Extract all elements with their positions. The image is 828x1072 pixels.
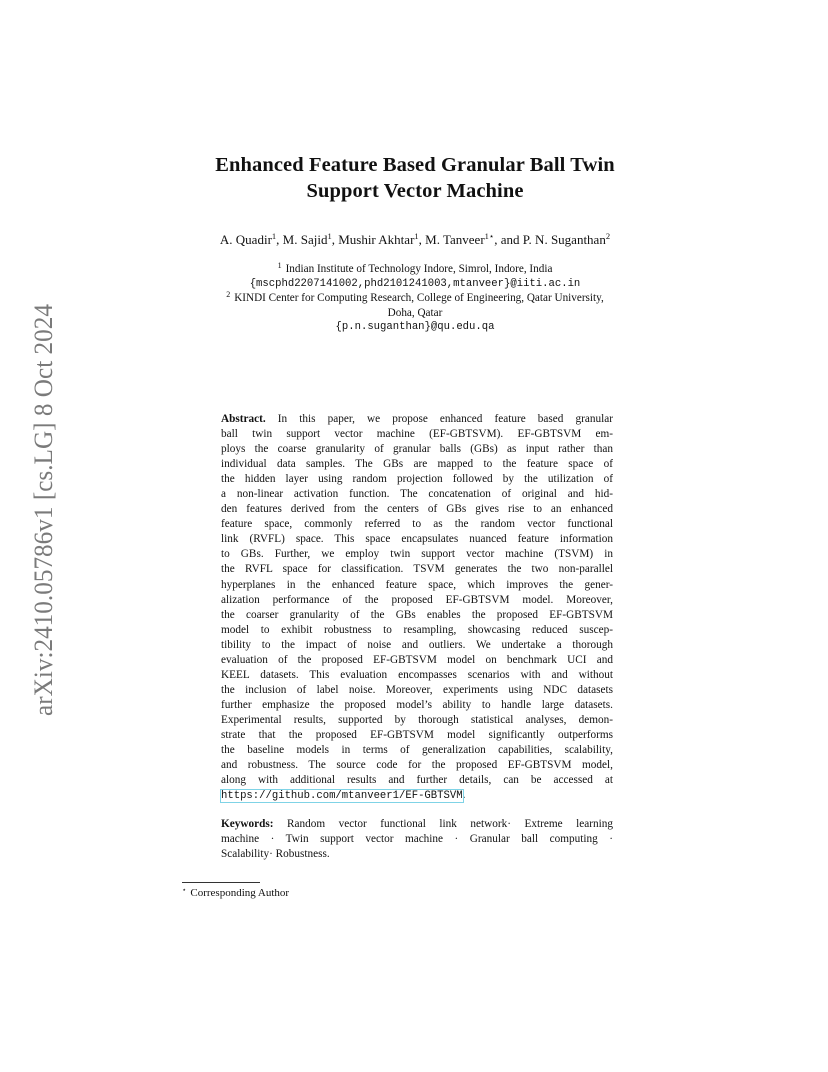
author-affil-mark: 1 [327,231,332,241]
abstract-line: along with additional results and further details, can be accessed at [221,774,613,787]
author-separator: , and [494,232,523,247]
abstract-line: the inclusion of label noise. Moreover, experiments using NDC datasets [221,683,613,696]
abstract-line: strate that the proposed EF-GBTSVM model significantly outperforms [221,728,613,741]
author-name: P. N. Suganthan [522,232,606,247]
author-affil-mark: 1 [414,231,419,241]
author-name: Mushir Akhtar [338,232,415,247]
author-affil-mark: 1⋆ [484,231,495,241]
arxiv-id-text: arXiv:2410.05786v1 [cs.LG] 8 Oct 2024 [28,300,58,716]
abstract-line: ball twin support vector machine (EF-GBTSVM). EF-GBTSVM em- [221,428,613,441]
keywords-line [221,817,613,832]
keywords [221,817,613,862]
affiliation-mark: 1 [277,261,282,270]
keywords-label: Keywords: [221,818,274,830]
paper-title [150,152,680,204]
footnote [182,886,289,900]
abstract-line: and robustness. The source code for the proposed EF-GBTSVM model, [221,759,613,772]
affiliation-2 [150,291,680,306]
abstract-line [221,788,613,803]
source-code-link[interactable]: https://github.com/mtanveer1/EF-GBTSVM [221,790,463,803]
author-separator: , [276,232,283,247]
title-line-1: Enhanced Feature Based Granular Ball Twin [215,154,615,176]
abstract-label: Abstract. [221,413,266,425]
affiliation-1-text: Indian Institute of Technology Indore, Simrol, Indore, India [285,263,553,275]
author-separator: , [331,232,339,247]
author-affil-mark: 2 [605,231,611,241]
abstract-line: feature space, commonly referred to as the random vector functional [221,518,613,531]
abstract-line: the hidden layer using random projection followed by the utilization of [221,473,613,486]
abstract-line: den features derived from the centers of GBs gives rise to an enhanced [221,503,613,516]
author-list [120,232,710,248]
affiliations [150,262,680,335]
abstract-line: hyperplanes in the enhanced feature space, which improves the gener- [221,578,613,591]
author-name: M. Sajid [282,232,328,247]
abstract-line: evaluation of the proposed EF-GBTSVM model on benchmark UCI and [221,653,613,666]
abstract [221,412,613,803]
author-affil-mark: 1 [271,231,277,241]
author-name: M. Tanveer [425,232,485,247]
affiliation-1 [150,262,680,277]
affiliation-2-text: KINDI Center for Computing Research, College of Engineering, Qatar University, [234,292,604,304]
abstract-line: the coarser granularity of the GBs enables the proposed EF-GBTSVM [221,608,613,621]
affiliation-mark: 2 [226,290,231,299]
title-line-2: Support Vector Machine [306,180,524,202]
abstract-line: link (RVFL) space. This space encapsulates nuanced feature information [221,533,613,546]
abstract-text: In this paper, we propose enhanced feature based granular [265,413,613,425]
abstract-end-period: . [462,789,466,802]
affiliation-2-email: {p.n.suganthan}@qu.edu.qa [335,321,495,333]
abstract-line: ploys the coarse granularity of granular balls (GBs) as input rather than [221,443,613,456]
affiliation-1-email: {mscphd2207141002,phd2101241003,mtanveer}@iiti.ac.in [249,277,581,290]
author-separator: , [418,232,426,247]
abstract-line: to GBs. Further, we employ twin support vector machine (TSVM) in [221,548,613,561]
keywords-line: Scalability· Robustness. [221,848,330,861]
abstract-line: the RVFL space for classification. TSVM generates the two non-parallel [221,563,613,576]
abstract-line: individual data samples. The GBs are mapped to the feature space of [221,458,613,471]
abstract-line: further emphasize the proposed model’s ability to handle large datasets. [221,698,613,711]
abstract-line: the baseline models in terms of generalization capabilities, scalability, [221,744,613,757]
abstract-line: alization performance of the proposed EF-GBTSVM model. Moreover, [221,593,613,606]
abstract-line [221,412,613,427]
footnote-mark: ⋆ [182,886,187,894]
abstract-line: a non-linear activation function. The concatenation of original and hid- [221,488,613,501]
keywords-line: machine · Twin support vector machine · Granular ball computing · [221,833,613,846]
arxiv-identifier-stamp [21,300,61,720]
footnote-text: Corresponding Author [190,887,290,899]
abstract-line: Experimental results, supported by thorough statistical analyses, demon- [221,713,613,726]
footnote-divider [182,882,260,883]
abstract-line: model to exhibit robustness to resampling, showcasing reduced suscep- [221,623,613,636]
keywords-text: Random vector functional link network· Extreme learning [273,818,613,830]
author-name: A. Quadir [219,232,272,247]
abstract-line: KEEL datasets. This evaluation encompasses scenarios with and without [221,668,613,681]
abstract-line: tibility to the impact of noise and outliers. We undertake a thorough [221,638,613,651]
affiliation-2-text-cont: Doha, Qatar [387,306,443,319]
